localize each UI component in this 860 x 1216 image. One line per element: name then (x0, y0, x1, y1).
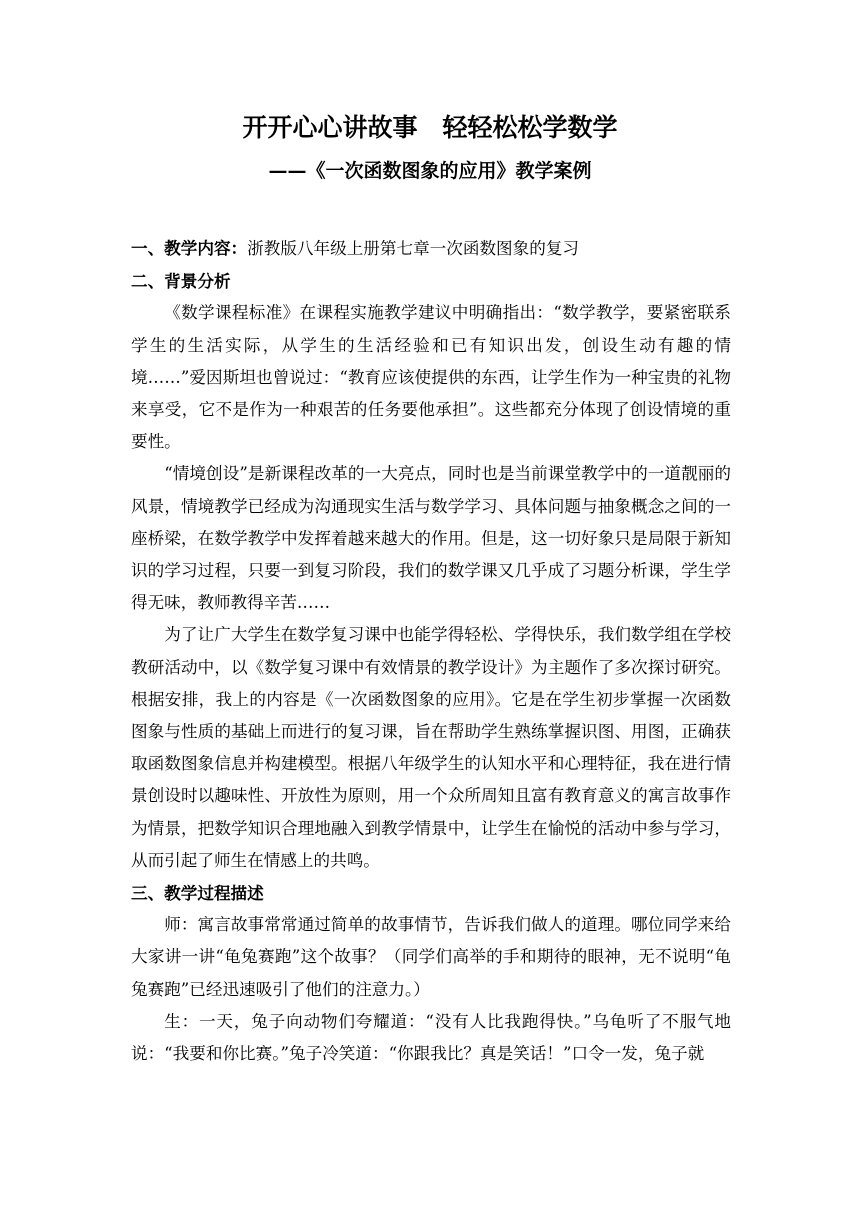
paragraph: 生：一天，兔子向动物们夸耀道：“没有人比我跑得快。”乌龟听了不服气地说：“我要和你比赛。”兔子冷笑道：“你跟我比？真是笑话！”口令一发，兔子就 (131, 1011, 731, 1064)
section-heading: 三、教学过程描述 (131, 883, 264, 904)
section-teaching-content (131, 232, 731, 265)
document-subtitle: ——《一次函数图象的应用》教学案例 (268, 160, 592, 182)
section-heading: 二、背景分析 (131, 271, 231, 292)
paragraph: “情境创设”是新课程改革的一大亮点，同时也是当前课堂教学中的一道靓丽的风景，情境教学已经成为沟通现实生活与数学学习、具体问题与抽象概念之间的一座桥梁，在数学教学中发挥着越来越大的作用。但是，这一切好象只是局限于新知识的学习过程，只要一到复习阶段，我们的数学课又几乎成了习题分析课，学生学得无味，教师教得辛苦…… (131, 464, 731, 613)
document-body (131, 232, 731, 1070)
section-text: 浙教版八年级上册第七章一次函数图象的复习 (247, 239, 580, 258)
paragraph: 师：寓言故事常常通过简单的故事情节，告诉我们做人的道理。哪位同学来给大家讲一讲“龟兔赛跑”这个故事？（同学们高举的手和期待的眼神，无不说明“龟兔赛跑”已经迅速吸引了他们的注意力。） (131, 915, 731, 999)
document-title: 开开心心讲故事 轻轻松松学数学 (242, 113, 618, 142)
paragraph: 为了让广大学生在数学复习课中也能学得轻松、学得快乐，我们数学组在学校教研活动中，以《数学复习课中有效情景的教学设计》为主题作了多次探讨研究。根据安排，我上的内容是《一次函数图象的应用》。它是在学生初步掌握一次函数图象与性质的基础上而进行的复习课，旨在帮助学生熟练掌握识图、用图，正确获取函数图象信息并构建模型。根据八年级学生的认知水平和心理特征，我在进行情景创设时以趣味性、开放性为原则，用一个众所周知且富有教育意义的寓言故事作为情景，把数学知识合理地融入到教学情景中，让学生在愉悦的活动中参与学习，从而引起了师生在情感上的共鸣。 (131, 625, 731, 870)
paragraph: 《数学课程标准》在课程实施教学建议中明确指出：“数学教学，要紧密联系学生的生活实际，从学生的生活经验和已有知识出发，创设生动有趣的情境……”爱因斯坦也曾说过：“教育应该使提供的东西，让学生作为一种宝贵的礼物来享受，它不是作为一种艰苦的任务要他承担”。这些都充分体现了创设情境的重要性。 (131, 303, 731, 452)
section-heading: 一、教学内容： (131, 238, 248, 258)
